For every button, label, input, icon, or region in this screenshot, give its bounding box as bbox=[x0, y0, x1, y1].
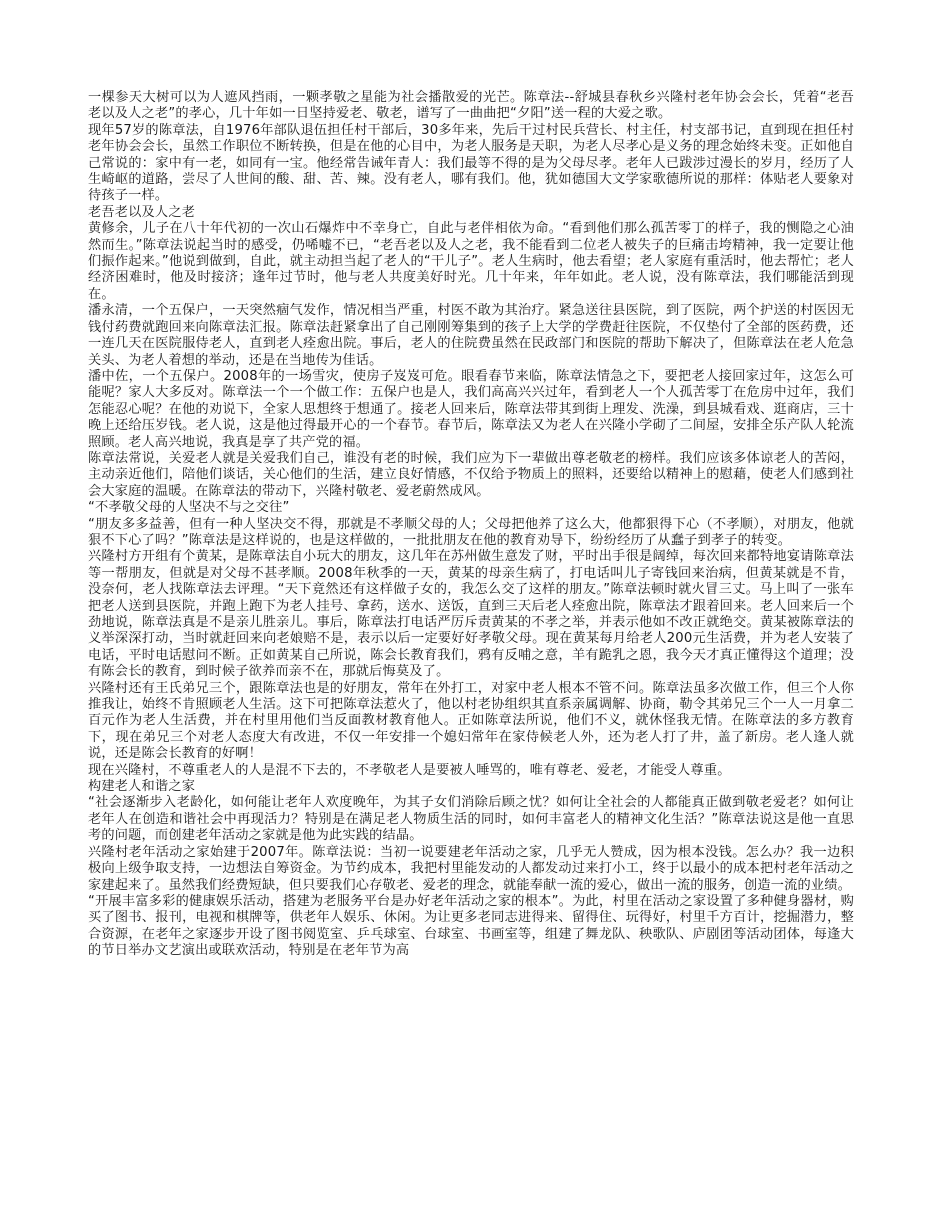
paragraph: 一棵参天大树可以为人遮风挡雨，一颗孝敬之星能为社会播散爱的光芒。陈章法--舒城县春秋乡兴隆村老年协会会长，凭着“老吾老以及人之老”的孝心，几十年如一日坚持爱老、敬老，谱写了一曲曲把“夕阳”送一程的大爱之歌。 bbox=[88, 90, 854, 122]
paragraph: 现年57岁的陈章法，自1976年部队退伍担任村干部后，30多年来，先后干过村民兵营长、村主任，村支部书记，直到现在担任村老年协会会长，虽然工作职位不断转换，但是在他的心目中，为老人服务是天职，为老人尽孝心是义务的理念始终未变。正如他自己常说的：家中有一老，如同有一宝。他经常告诫年青人：我们最等不得的是为父母尽孝。老年人已跋涉过漫长的岁月，经历了人生崎岖的道路，尝尽了人世间的酸、甜、苦、辣。没有老人，哪有我们。他，犹如德国大文学家歌德所说的那样：体贴老人要象对待孩子一样。 bbox=[88, 122, 854, 204]
paragraph: 黄修余，儿子在八十年代初的一次山石爆炸中不幸身亡，自此与老伴相依为命。“看到他们那么孤苦零丁的样子，我的恻隐之心油然而生。”陈章法说起当时的感受，仍唏嘘不已，“老吾老以及人之老，我不能看到二位老人被失子的巨痛击垮精神，我一定要让他们振作起来。”他说到做到，自此，就主动担当起了老人的“干儿子”。老人生病时，他去看望；老人家庭有重活时，他去帮忙；老人经济困难时，他及时接济；逢年过节时，他与老人共度美好时光。几十年来，年年如此。老人说，没有陈章法，我们哪能活到现在。 bbox=[88, 221, 854, 302]
section-heading: “不孝敬父母的人坚决不与之交往” bbox=[88, 500, 290, 516]
paragraph: “开展丰富多彩的健康娱乐活动，搭建为老服务平台是办好老年活动之家的根本”。为此，村里在活动之家设置了多种健身器材，购买了图书、报刊，电视和棋牌等，供老年人娱乐、休闲。为让更多老同志进得来、留得住、玩得好，村里千方百计，挖掘潜力，整合资源，在老年之家逐步开设了图书阅览室、乒乓球室、台球室、书画室等，组建了舞龙队、秧歌队、庐剧团等活动团体，每逢大的节日举办文艺演出或联欢活动，特别是在老年节为高 bbox=[88, 893, 854, 959]
paragraph: “社会逐渐步入老龄化，如何能让老年人欢度晚年，为其子女们消除后顾之忧？如何让全社会的人都能真正做到敬老爱老？如何让老年人在创造和谐社会中再现活力？特别是在满足老人物质生活的同时，如何丰富老人的精神文化生活？”陈章法说这是他一直思考的问题，而创建老年活动之家就是他为此实践的结晶。 bbox=[88, 795, 854, 844]
paragraph: 潘中佐，一个五保户。2008年的一场雪灾，使房子岌岌可危。眼看春节来临，陈章法情急之下，要把老人接回家过年，这怎么可能呢？家人大多反对。陈章法一个一个做工作：五保户也是人，我们高高兴兴过年，看到老人一个人孤苦零丁在危房中过年，我们怎能忍心呢？在他的劝说下，全家人思想终于想通了。接老人回来后，陈章法带其到街上理发、洗澡，到县城看戏、逛商店，三十晚上还给压岁钱。老人说，这是他过得最开心的一个春节。春节后，陈章法又为老人在兴隆小学砌了二间屋，安排全乐产队人轮流照顾。老人高兴地说，我真是享了共产党的福。 bbox=[88, 368, 854, 450]
section-heading: 构建老人和谐之家 bbox=[88, 779, 196, 795]
paragraph: 兴隆村方开组有个黄某，是陈章法自小玩大的朋友，这几年在苏州做生意发了财，平时出手很是阔绰，每次回来都特地宴请陈章法等一帮朋友，但就是对父母不甚孝顺。2008年秋季的一天，黄某的母亲生病了，打电话叫儿子寄钱回来治病，但黄某就是不肯，没奈何，老人找陈章法去评理。“天下竟然还有这样做子女的，我怎么交了这样的朋友。”陈章法顿时就火冒三丈。马上叫了一张车把老人送到县医院，并跑上跑下为老人挂号、拿药，送水、送饭，直到三天后老人痊愈出院，陈章法才跟着回来。老人回来后一个劲地说，陈章法真是不是亲儿胜亲儿。事后，陈章法打电话严厉斥责黄某的不孝之举，并表示他如不改正就绝交。黄某被陈章法的义举深深打动，当时就赶回来向老娘赔不是，表示以后一定要好好孝敬父母。现在黄某每月给老人200元生活费，并为老人安装了电话，平时电话慰问不断。正如黄某自己所说，陈会长教育我们，鸦有反哺之意，羊有跪乳之恩，我今天才真正懂得这个道理；没有陈会长的教育，到时候子欲养而亲不在，那就后悔莫及了。 bbox=[88, 549, 854, 680]
paragraph: “朋友多多益善，但有一种人坚决交不得，那就是不孝顺父母的人；父母把他养了这么大，他都狠得下心（不孝顺），对朋友，他就狠不下心了吗？”陈章法是这样说的，也是这样做的，一批批朋友在他的教育劝导下，纷纷经历了从蠢子到孝子的转变。 bbox=[88, 516, 854, 548]
section-heading: 老吾老以及人之老 bbox=[88, 204, 196, 220]
paragraph: 现在兴隆村，不尊重老人的人是混不下去的，不孝敬老人是要被人唾骂的，唯有尊老、爱老，才能受人尊重。 bbox=[88, 762, 731, 778]
paragraph: 潘永清，一个五保户，一天突然痼气发作，情况相当严重，村医不敢为其治疗。紧急送往县医院，到了医院，两个护送的村医因无钱付药费就跑回来向陈章法汇报。陈章法赶紧拿出了自己刚刚筹集到的孩子上大学的学费赶往医院，不仅垫付了全部的医药费，还一连几天在医院服侍老人，直到老人痊愈出院。事后，老人的住院费虽然在民政部门和医院的帮助下解决了，但陈章法在老人危急关头、为老人着想的举动，还是在当地传为佳话。 bbox=[88, 303, 854, 368]
paragraph: 兴隆村老年活动之家始建于2007年。陈章法说：当初一说要建老年活动之家，几乎无人赞成，因为根本没钱。怎么办？我一边积极向上级争取支持，一边想法自筹资金。为节约成本，我把村里能发动的人都发动过来打小工，终于以最小的成本把村老年活动之家建起来了。虽然我们经费短缺，但只要我们心存敬老、爱老的理念，就能奉献一流的爱心，做出一流的服务，创造一流的业绩。 bbox=[88, 844, 854, 893]
paragraph: 陈章法常说，关爱老人就是关爱我们自己，谁没有老的时候，我们应为下一辈做出尊老敬老的榜样。我们应该多体谅老人的苦闷，主动亲近他们，陪他们谈话，关心他们的生活，建立良好情感，不仅给予物质上的照料，还要给以精神上的慰藉，使老人们感到社会大家庭的温暖。在陈章法的带动下，兴隆村敬老、爱老蔚然成风。 bbox=[88, 450, 854, 499]
paragraph: 兴隆村还有王氏弟兄三个，跟陈章法也是的好朋友，常年在外打工，对家中老人根本不管不问。陈章法虽多次做工作，但三个人你推我让，始终不肯照顾老人生活。这下可把陈章法惹火了，他以村老协组织其直系亲属调解、协商，勒令其弟兄三个一人一月拿二百元作为老人生活费，并在村里用他们当反面教材教育他人。正如陈章法所说，他们不义，就休怪我无情。在陈章法的多方教育下，现在弟兄三个对老人态度大有改进，不仅一年安排一个媳妇常年在家侍候老人外，还为老人打了井，盖了新房。老人逢人就说，还是陈会长教育的好啊！ bbox=[88, 680, 854, 762]
document-body bbox=[88, 90, 854, 960]
